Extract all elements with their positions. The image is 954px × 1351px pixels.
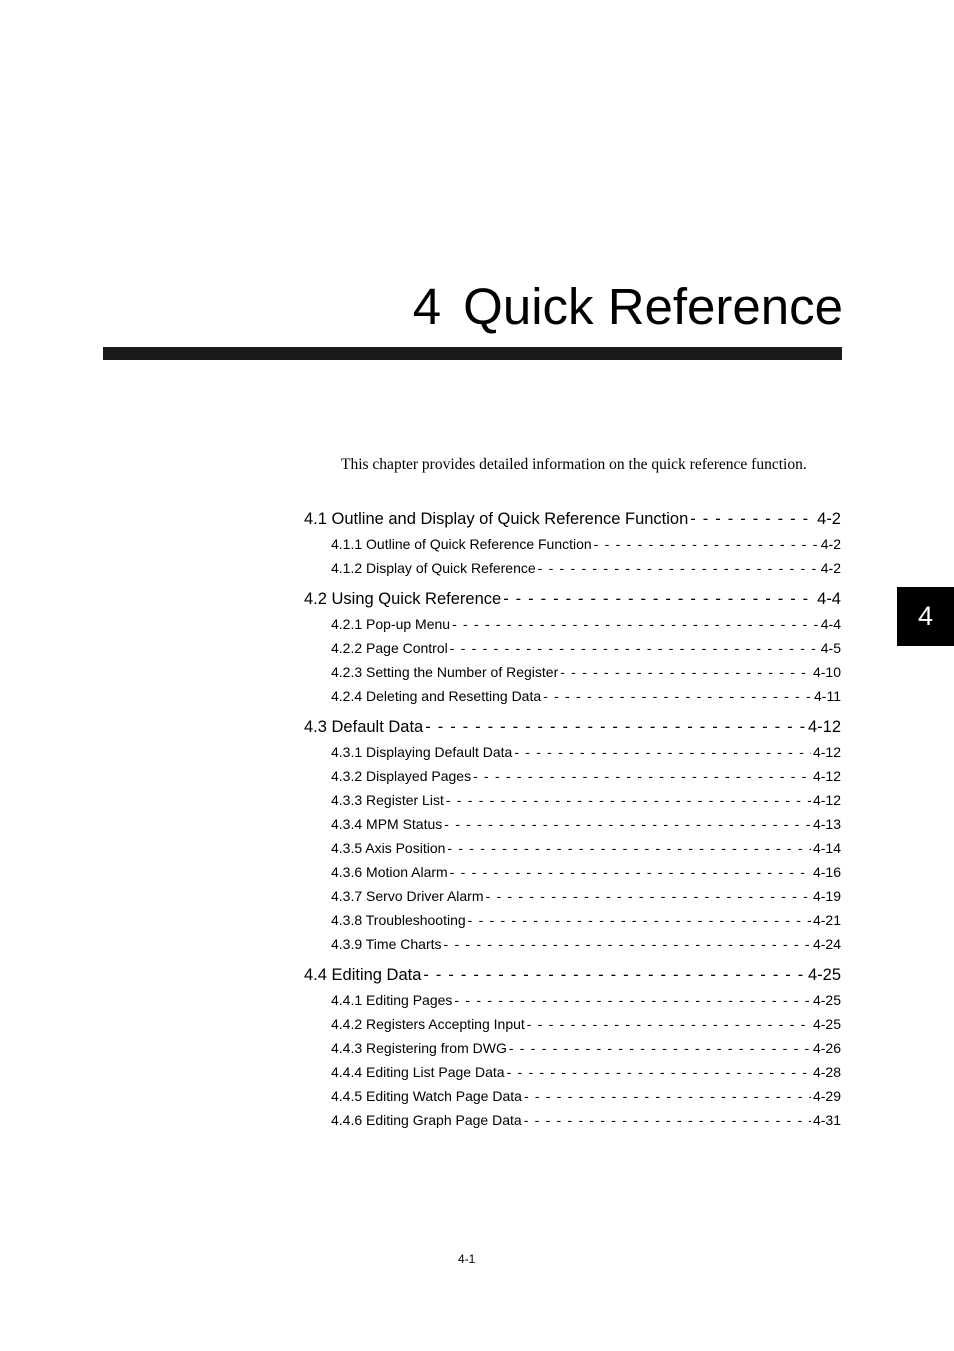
toc-dot-leader bbox=[503, 587, 815, 612]
toc-subsection-entry[interactable] bbox=[304, 788, 841, 812]
toc-dot-leader bbox=[524, 1108, 811, 1132]
title-rule bbox=[103, 347, 842, 360]
toc-entry-page: 4-12 bbox=[807, 718, 841, 736]
toc-entry-page: 4-29 bbox=[812, 1088, 841, 1104]
chapter-tab bbox=[897, 587, 954, 646]
toc-entry-label: 4.2.1 Pop-up Menu bbox=[331, 616, 451, 632]
toc-entry-label: 4.2 Using Quick Reference bbox=[304, 590, 502, 608]
toc-dot-leader bbox=[468, 908, 811, 932]
toc-entry-label: 4.1 Outline and Display of Quick Reference Function bbox=[304, 510, 689, 528]
toc-dot-leader bbox=[473, 764, 811, 788]
toc-entry-label: 4.3 Default Data bbox=[304, 718, 424, 736]
toc-entry-page: 4-16 bbox=[812, 864, 841, 880]
toc-subsection-entry[interactable] bbox=[304, 636, 841, 660]
toc-entry-label: 4.3.7 Servo Driver Alarm bbox=[331, 888, 484, 904]
toc-entry-label: 4.3.1 Displaying Default Data bbox=[331, 744, 513, 760]
toc-entry-page: 4-12 bbox=[812, 768, 841, 784]
toc-subsection-entry[interactable] bbox=[304, 1084, 841, 1108]
toc-entry-page: 4-12 bbox=[812, 792, 841, 808]
toc-entry-label: 4.4 Editing Data bbox=[304, 966, 422, 984]
toc-subsection-entry[interactable] bbox=[304, 836, 841, 860]
toc-subsection-entry[interactable] bbox=[304, 988, 841, 1012]
toc-entry-label: 4.3.3 Register List bbox=[331, 792, 444, 808]
toc-entry-label: 4.4.3 Registering from DWG bbox=[331, 1040, 507, 1056]
toc-entry-page: 4-14 bbox=[812, 840, 841, 856]
toc-entry-label: 4.4.6 Editing Graph Page Data bbox=[331, 1112, 522, 1128]
chapter-title-text: Quick Reference bbox=[463, 278, 843, 335]
toc-entry-label: 4.4.4 Editing List Page Data bbox=[331, 1064, 505, 1080]
toc-subsection-entry[interactable] bbox=[304, 1036, 841, 1060]
toc-subsection-entry[interactable] bbox=[304, 660, 841, 684]
toc-entry-label: 4.3.4 MPM Status bbox=[331, 816, 443, 832]
toc-entry-page: 4-12 bbox=[812, 744, 841, 760]
toc-subsection-entry[interactable] bbox=[304, 1060, 841, 1084]
toc-dot-leader bbox=[507, 1060, 811, 1084]
toc-subsection-entry[interactable] bbox=[304, 764, 841, 788]
chapter-tab-label: 4 bbox=[917, 601, 934, 631]
toc-entry-page: 4-19 bbox=[812, 888, 841, 904]
toc-dot-leader bbox=[446, 788, 811, 812]
toc-section-entry[interactable] bbox=[304, 715, 841, 740]
toc-entry-page: 4-10 bbox=[812, 664, 841, 680]
toc-entry-label: 4.2.4 Deleting and Resetting Data bbox=[331, 688, 542, 704]
toc-subsection-entry[interactable] bbox=[304, 884, 841, 908]
toc-section bbox=[304, 507, 841, 580]
toc-entry-page: 4-2 bbox=[817, 510, 841, 528]
toc-dot-leader bbox=[486, 884, 811, 908]
toc-entry-page: 4-2 bbox=[820, 536, 841, 552]
toc-entry-page: 4-26 bbox=[812, 1040, 841, 1056]
toc-entry-page: 4-11 bbox=[814, 688, 841, 704]
toc-dot-leader bbox=[509, 1036, 811, 1060]
toc-subsection-entry[interactable] bbox=[304, 532, 841, 556]
toc-dot-leader bbox=[690, 507, 815, 532]
chapter-intro: This chapter provides detailed information on the quick reference function. bbox=[341, 456, 807, 473]
toc-entry-page: 4-4 bbox=[817, 590, 841, 608]
toc-section bbox=[304, 715, 841, 956]
toc-section-entry[interactable] bbox=[304, 507, 841, 532]
toc-entry-label: 4.4.5 Editing Watch Page Data bbox=[331, 1088, 522, 1104]
toc-entry-label: 4.3.2 Displayed Pages bbox=[331, 768, 472, 784]
toc-entry-page: 4-4 bbox=[820, 616, 841, 632]
toc-dot-leader bbox=[450, 860, 811, 884]
chapter-title bbox=[413, 277, 843, 337]
toc-dot-leader bbox=[514, 740, 811, 764]
toc-dot-leader bbox=[444, 812, 811, 836]
toc-entry-page: 4-5 bbox=[820, 640, 841, 656]
toc-subsection-entry[interactable] bbox=[304, 812, 841, 836]
chapter-number: 4 bbox=[412, 278, 442, 335]
toc-dot-leader bbox=[527, 1012, 811, 1036]
toc-entry-label: 4.4.2 Registers Accepting Input bbox=[331, 1016, 525, 1032]
toc-entry-label: 4.3.8 Troubleshooting bbox=[331, 912, 466, 928]
toc-section bbox=[304, 587, 841, 708]
toc-dot-leader bbox=[450, 636, 819, 660]
toc-subsection-entry[interactable] bbox=[304, 740, 841, 764]
toc-dot-leader bbox=[538, 556, 819, 580]
toc-dot-leader bbox=[447, 836, 811, 860]
toc-subsection-entry[interactable] bbox=[304, 1108, 841, 1132]
toc-dot-leader bbox=[444, 932, 811, 956]
toc-entry-label: 4.1.1 Outline of Quick Reference Function bbox=[331, 536, 592, 552]
toc-section-entry[interactable] bbox=[304, 587, 841, 612]
toc-entry-label: 4.3.6 Motion Alarm bbox=[331, 864, 448, 880]
toc-subsection-entry[interactable] bbox=[304, 860, 841, 884]
toc-entry-page: 4-25 bbox=[807, 966, 841, 984]
toc-dot-leader bbox=[560, 660, 811, 684]
toc-dot-leader bbox=[423, 963, 806, 988]
toc-entry-page: 4-13 bbox=[812, 816, 841, 832]
toc-entry-label: 4.4.1 Editing Pages bbox=[331, 992, 453, 1008]
toc-entry-label: 4.3.9 Time Charts bbox=[331, 936, 442, 952]
toc-dot-leader bbox=[543, 684, 812, 708]
toc-entry-page: 4-21 bbox=[812, 912, 841, 928]
toc-entry-page: 4-24 bbox=[812, 936, 841, 952]
toc-entry-label: 4.2.2 Page Control bbox=[331, 640, 448, 656]
toc-entry-page: 4-28 bbox=[812, 1064, 841, 1080]
toc-dot-leader bbox=[425, 715, 806, 740]
toc-section-entry[interactable] bbox=[304, 963, 841, 988]
toc-section bbox=[304, 963, 841, 1132]
toc-dot-leader bbox=[524, 1084, 811, 1108]
toc-entry-label: 4.2.3 Setting the Number of Register bbox=[331, 664, 559, 680]
toc-dot-leader bbox=[452, 612, 819, 636]
toc-dot-leader bbox=[594, 532, 819, 556]
toc-dot-leader bbox=[454, 988, 811, 1012]
toc-subsection-entry[interactable] bbox=[304, 612, 841, 636]
page-number: 4-1 bbox=[458, 1252, 476, 1266]
toc-entry-page: 4-25 bbox=[812, 992, 841, 1008]
toc-subsection-entry[interactable] bbox=[304, 908, 841, 932]
table-of-contents bbox=[304, 507, 841, 1139]
toc-entry-page: 4-25 bbox=[812, 1016, 841, 1032]
toc-subsection-entry[interactable] bbox=[304, 1012, 841, 1036]
toc-entry-page: 4-2 bbox=[820, 560, 841, 576]
toc-entry-label: 4.1.2 Display of Quick Reference bbox=[331, 560, 536, 576]
toc-entry-label: 4.3.5 Axis Position bbox=[331, 840, 446, 856]
toc-subsection-entry[interactable] bbox=[304, 556, 841, 580]
toc-subsection-entry[interactable] bbox=[304, 932, 841, 956]
toc-entry-page: 4-31 bbox=[812, 1112, 841, 1128]
toc-subsection-entry[interactable] bbox=[304, 684, 841, 708]
